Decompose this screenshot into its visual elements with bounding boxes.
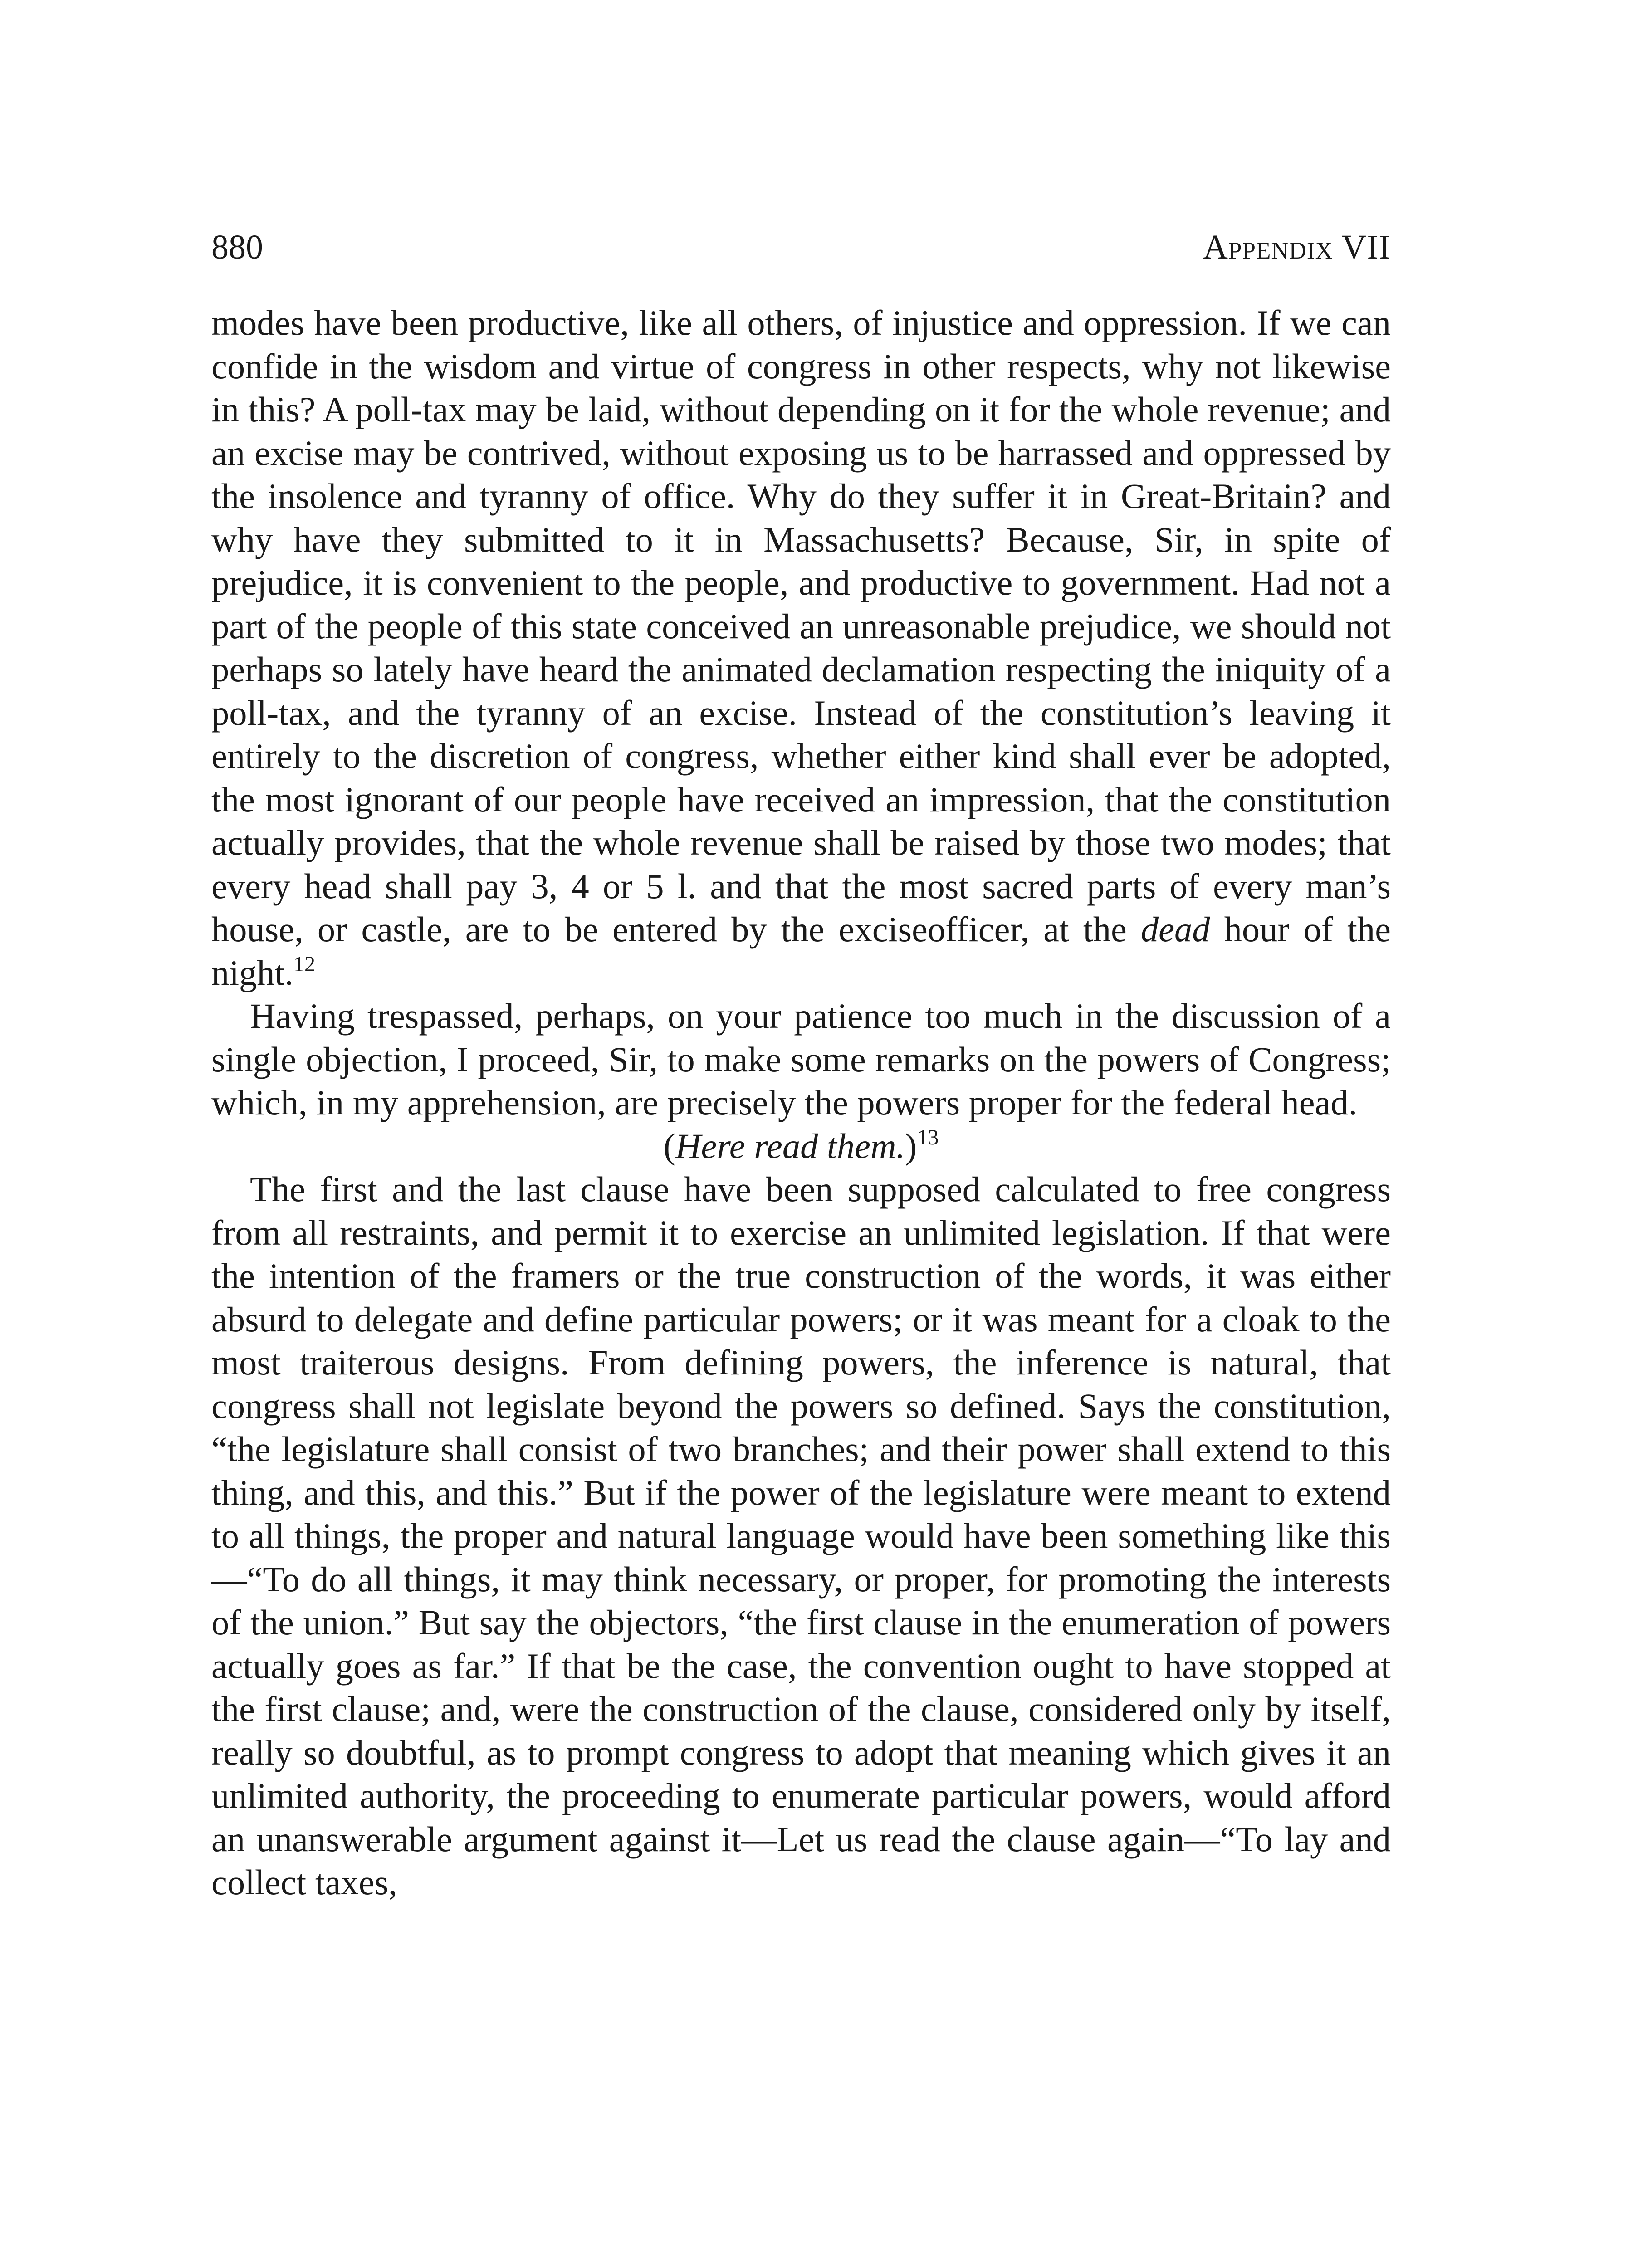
running-head: [211, 222, 1391, 272]
paragraph-3: The first and the last clause have been supposed calculated to free congress from all restraints, and permit it to exercise an unlimited legislation. If that were the intention of the framers or the true construction of the words, it was either absurd to delegate and define particular powers; or it was meant for a cloak to the most traiterous designs. From defining powers, the inference is natural, that congress shall not legislate beyond the powers so defined. Says the constitution, “the legislature shall consist of two branches; and their power shall extend to this thing, and this, and this.” But if the power of the legislature were meant to extend to all things, the proper and natural language would have been something like this—“To do all things, it may think necessary, or proper, for promoting the interests of the union.” But say the objectors, “the first clause in the enumeration of powers actually goes as far.” If that be the case, the convention ought to have stopped at the first clause; and, were the construction of the clause, considered only by itself, really so doubtful, as to prompt congress to adopt that meaning which gives it an unlimited authority, the proceeding to enumerate particular powers, would afford an unanswerable argument against it—Let us read the clause again—“To lay and collect taxes,: [211, 1169, 1391, 1902]
stage-direction-text: Here read them.: [675, 1126, 905, 1166]
stage-close-paren: ): [905, 1126, 917, 1166]
body-text: [211, 301, 1391, 1904]
footnote-marker-13[interactable]: 13: [917, 1125, 939, 1149]
emphasis-dead: dead: [1140, 909, 1210, 949]
section-title: Appendix VII: [1203, 228, 1391, 266]
paragraph-2: Having trespassed, perhaps, on your patience too much in the discussion of a single objection, I proceed, Sir, to make some remarks on the powers of Congress; which, in my apprehension, are precisely the powers proper for the federal head.: [211, 996, 1391, 1122]
paragraph-1: [211, 301, 1391, 994]
paragraph-1-text: modes have been productive, like all others, of injustice and oppression. If we can confide in the wisdom and virtue of congress in other respects, why not likewise in this? A poll-tax may be laid, without depending on it for the whole revenue; and an excise may be contrived, without exposing us to be harrassed and oppressed by the insolence and tyranny of office. Why do they suffer it in Great-Britain? and why have they submitted to it in Massachusetts? Because, Sir, in spite of prejudice, it is convenient to the people, and productive to government. Had not a part of the people of this state conceived an unreasonable prejudice, we should not perhaps so lately have heard the animated declamation respecting the iniquity of a poll-tax, and the tyranny of an excise. Instead of the constitution’s leaving it entirely to the discretion of congress, whether either kind shall ever be adopted, the most ignorant of our people have received an impression, that the constitution actually provides, that the whole revenue shall be raised by those two modes; that every head shall pay 3, 4 or 5 l. and that the most sacred parts of every man’s house, or castle, are to be entered by the exciseofficer, at the: [211, 303, 1391, 949]
page-number: 880: [211, 228, 263, 266]
stage-direction: [211, 1124, 1391, 1168]
book-page: [211, 222, 1391, 1904]
paragraph-1-tail: hour of the night.: [211, 909, 1391, 992]
stage-open-paren: (: [663, 1126, 675, 1166]
footnote-marker-12[interactable]: 12: [293, 952, 315, 976]
